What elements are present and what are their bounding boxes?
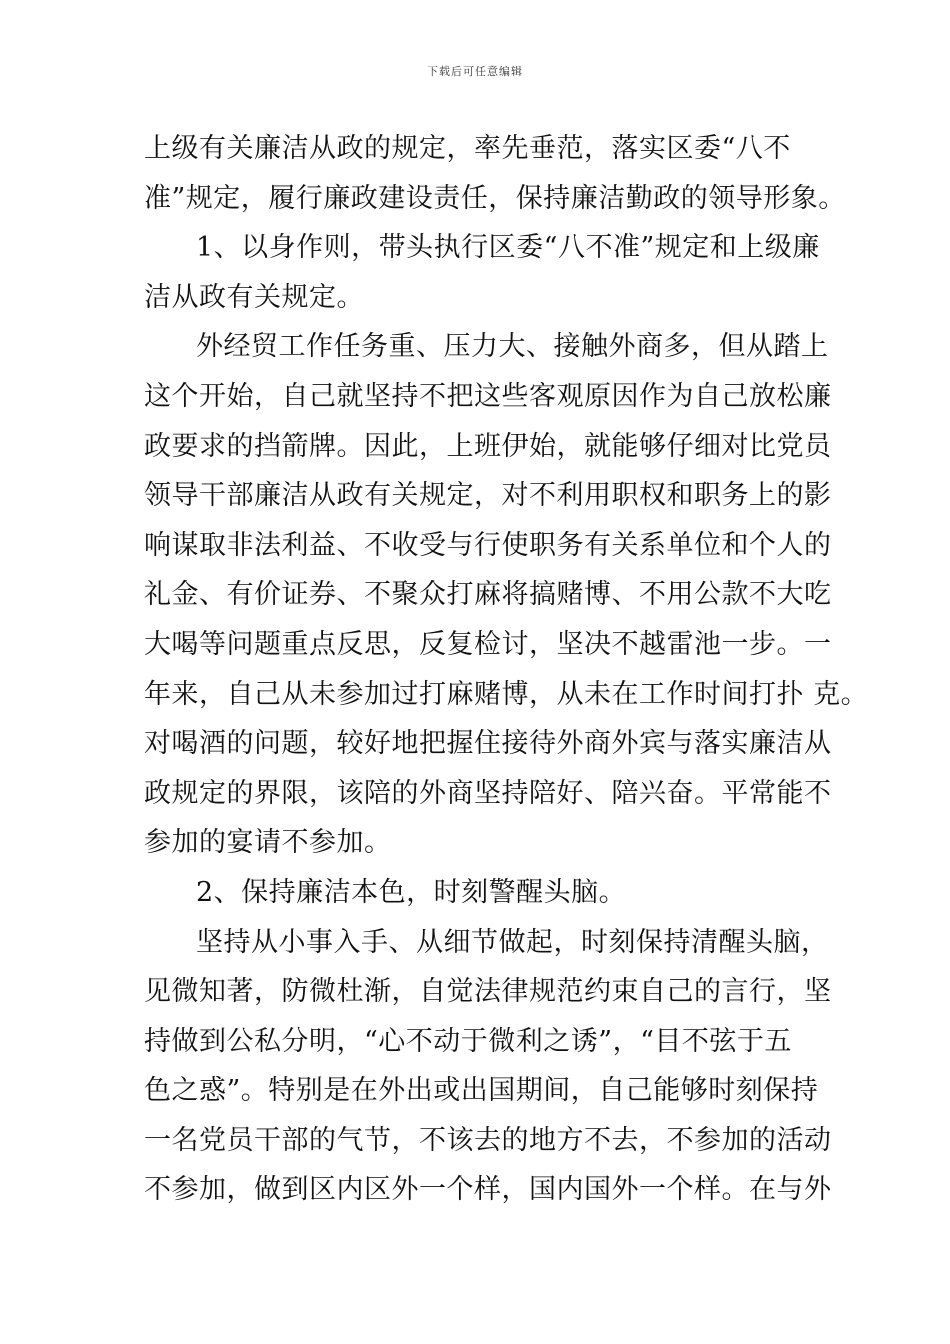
text-line: 政要求的挡箭牌。因此，上班伊始，就能够仔细对比党员	[144, 430, 832, 462]
text-line: 外经贸工作任务重、压力大、接触外商多，但从踏上	[196, 331, 829, 363]
text-line: 不参加，做到区内区外一个样，国内国外一个样。在与外	[144, 1174, 832, 1206]
text-line: 年来，自己从未参加过打麻赌博，从未在工作时间打扑 克。	[144, 678, 869, 710]
body-text	[144, 124, 869, 1215]
page-header: 下载后可任意编辑	[427, 65, 523, 78]
text-line: 1、以身作则，带头执行区委“八不准”规定和上级廉	[196, 232, 820, 264]
text-line: 2、保持廉洁本色，时刻警醒头脑。	[196, 876, 627, 908]
text-line: 礼金、有价证券、不聚众打麻将搞赌博、不用公款不大吃	[144, 579, 832, 611]
text-line: 一名党员干部的气节，不该去的地方不去，不参加的活动	[144, 1124, 832, 1156]
text-line: 色之惑”。特别是在外出或出国期间，自己能够时刻保持	[144, 1075, 819, 1107]
text-line: 准”规定，履行廉政建设责任，保持廉洁勤政的领导形象。	[144, 182, 846, 214]
text-line: 持做到公私分明，“心不动于微利之诱”，“目不弦于五	[144, 1025, 792, 1057]
text-line: 参加的宴请不参加。	[144, 827, 392, 859]
text-line: 领导干部廉洁从政有关规定，对不利用职权和职务上的影	[144, 480, 832, 512]
text-line: 洁从政有关规定。	[144, 281, 364, 313]
text-line: 上级有关廉洁从政的规定，率先垂范，落实区委“八不	[144, 133, 791, 164]
text-line: 坚持从小事入手、从细节做起，时刻保持清醒头脑，	[196, 926, 829, 958]
text-line: 见微知著，防微杜渐，自觉法律规范约束自己的言行，坚	[144, 976, 832, 1008]
text-line: 政规定的界限，该陪的外商坚持陪好、陪兴奋。平常能不	[144, 777, 832, 809]
text-line: 大喝等问题重点反思，反复检讨，坚决不越雷池一步。一	[144, 628, 832, 660]
text-line: 对喝酒的问题，较好地把握住接待外商外宾与落实廉洁从	[144, 728, 832, 760]
text-line: 这个开始，自己就坚持不把这些客观原因作为自己放松廉	[144, 380, 832, 412]
text-line: 响谋取非法利益、不收受与行使职务有关系单位和个人的	[144, 529, 832, 561]
